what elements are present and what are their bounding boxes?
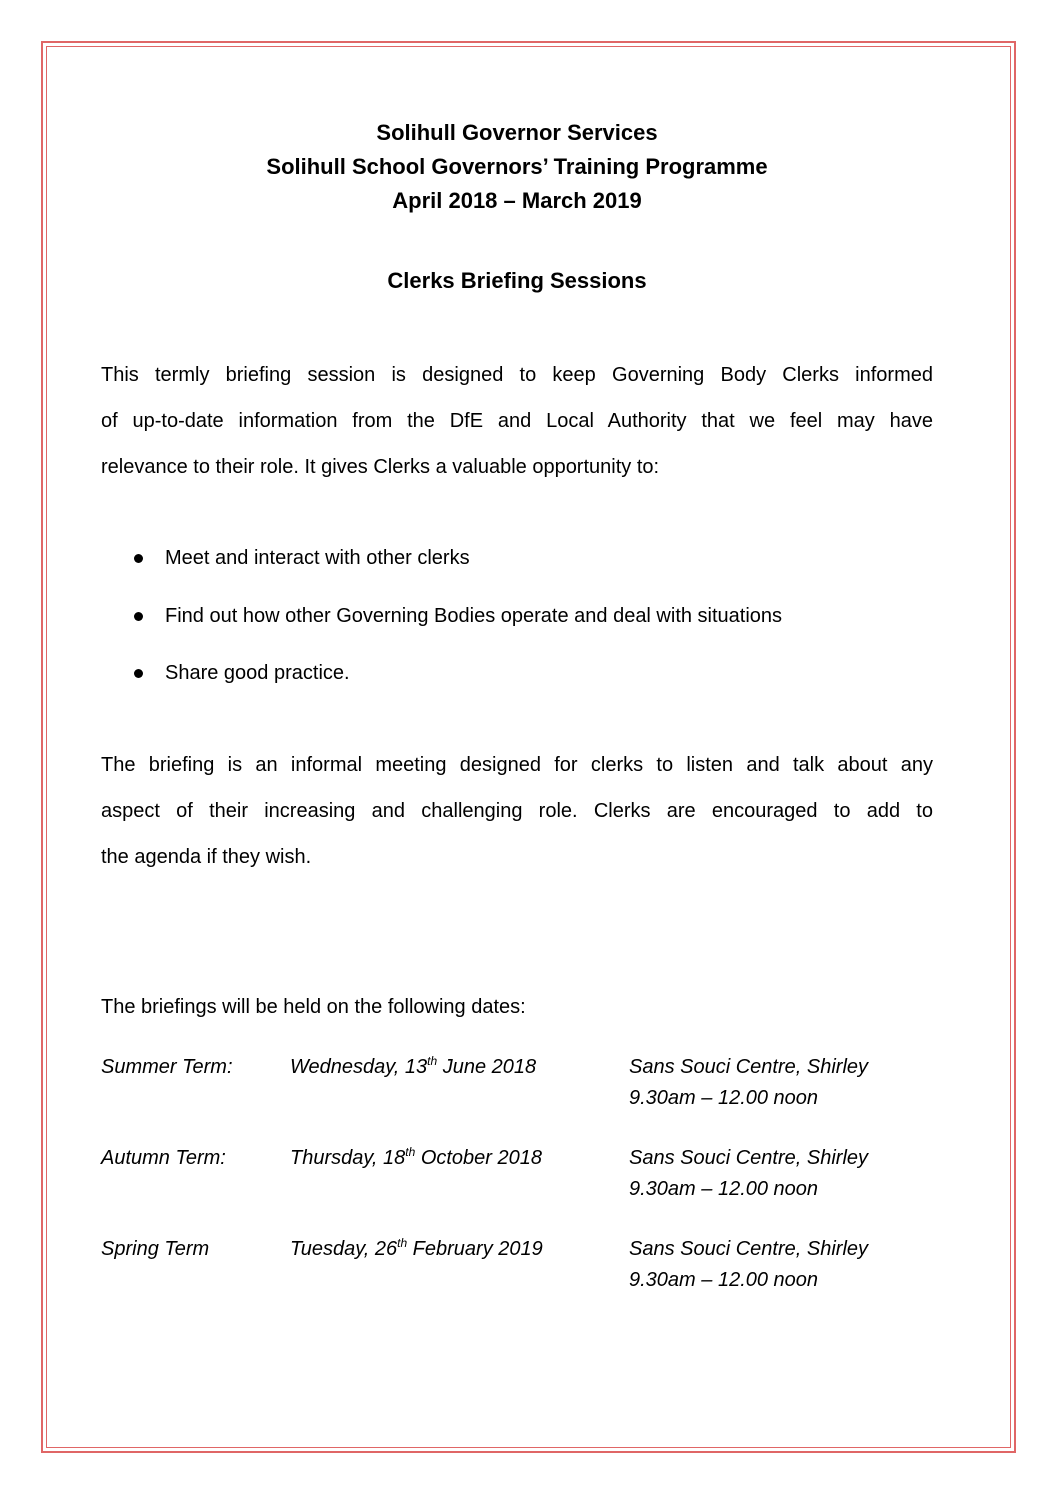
schedule-term: Autumn Term: xyxy=(101,1147,226,1169)
schedule-venue-name: Sans Souci Centre, Shirley xyxy=(629,1147,869,1169)
header-period: April 2018 – March 2019 xyxy=(392,188,642,213)
briefing-line: The briefing is an informal meeting designed for clerks to listen and talk about any xyxy=(101,754,933,776)
schedule-time: 9.30am – 12.00 noon xyxy=(629,1178,819,1200)
schedule-venue xyxy=(629,1052,868,1114)
intro-paragraph xyxy=(101,352,933,490)
schedule-venue xyxy=(629,1143,868,1205)
schedule-venue-name: Sans Souci Centre, Shirley xyxy=(629,1056,869,1078)
bullet-item xyxy=(101,596,931,654)
document-header xyxy=(0,116,1034,218)
bullet-item xyxy=(101,653,931,711)
schedule-date: Wednesday, 13th June 2018 xyxy=(290,1054,537,1078)
bullet-item xyxy=(101,538,931,596)
schedule-term: Summer Term: xyxy=(101,1056,233,1078)
intro-line: relevance to their role. It gives Clerks a valuable opportunity to: xyxy=(101,456,660,478)
intro-line: of up-to-date information from the DfE and Local Authority that we feel may have xyxy=(101,410,933,432)
bullet-icon xyxy=(134,612,143,621)
bullet-icon xyxy=(134,669,143,678)
bullet-text: Share good practice. xyxy=(165,662,350,684)
schedule-time: 9.30am – 12.00 noon xyxy=(629,1087,819,1109)
dates-intro: The briefings will be held on the following dates: xyxy=(101,996,526,1018)
briefing-paragraph xyxy=(101,742,933,880)
schedule-term: Spring Term xyxy=(101,1238,210,1260)
bullet-text: Find out how other Governing Bodies operate and deal with situations xyxy=(165,604,783,627)
bullet-list xyxy=(101,538,931,711)
bullet-text: Meet and interact with other clerks xyxy=(165,547,470,569)
header-organisation: Solihull Governor Services xyxy=(376,120,658,145)
header-programme: Solihull School Governors’ Training Programme xyxy=(266,154,768,179)
bullet-icon xyxy=(134,554,143,563)
schedule-date: Tuesday, 26th February 2019 xyxy=(290,1236,543,1260)
schedule-venue xyxy=(629,1234,868,1296)
briefing-line: the agenda if they wish. xyxy=(101,846,312,868)
intro-line: This termly briefing session is designed to keep Governing Body Clerks informed xyxy=(101,364,933,386)
schedule-time: 9.30am – 12.00 noon xyxy=(629,1269,819,1291)
schedule-venue-name: Sans Souci Centre, Shirley xyxy=(629,1238,869,1260)
section-title: Clerks Briefing Sessions xyxy=(387,268,647,293)
schedule-date: Thursday, 18th October 2018 xyxy=(290,1145,543,1169)
briefing-line: aspect of their increasing and challenging role. Clerks are encouraged to add to xyxy=(101,800,933,822)
